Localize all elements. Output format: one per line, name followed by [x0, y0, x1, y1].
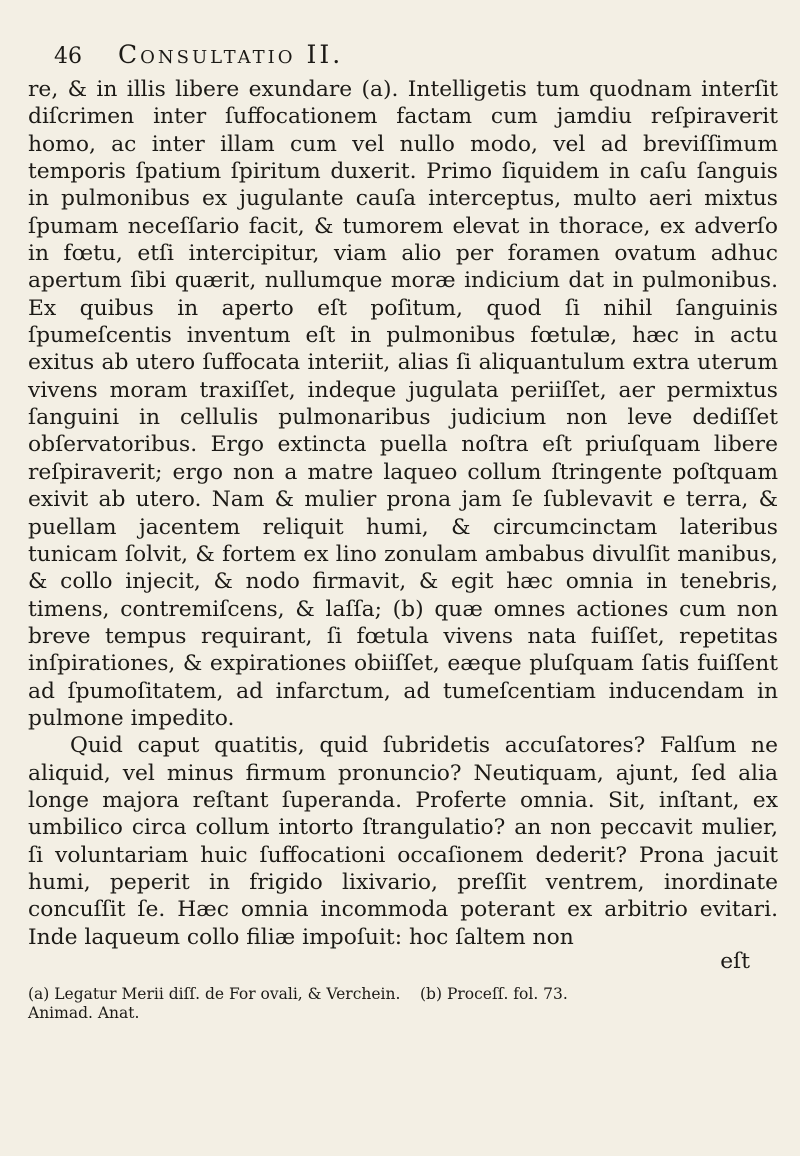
- running-head: [54, 40, 778, 74]
- body-text: [28, 76, 778, 951]
- catchword: eſt: [720, 949, 750, 974]
- paragraph-2: Quid caput quatitis, quid ſubridetis accuſatores? Falſum ne aliquid, vel minus firmum pronuncio? Neutiquam, ajunt, ſed alia longe majora reſtant ſuperanda. Proferte omnia. Sit, inſtant, ex umbilico circa collum intorto ſtrangulatio? an non peccavit mulier, ſi voluntariam huic ſuffocationi occaſionem dederit? Prona jacuit humi, peperit in frigido lixivario, preſſit ventrem, inordinate concuſſit ſe. Hæc omnia incommoda poterant ex arbitrio evitari. Inde laqueum collo filiæ impoſuit: hoc ſaltem non: [28, 733, 778, 950]
- paragraph-1: re, & in illis libere exundare (a). Intelligetis tum quodnam interſit diſcrimen inter ſuffocationem factam cum jamdiu reſpiraverit homo, ac inter illam cum vel nullo modo, vel ad breviſſimum temporis ſpatium ſpiritum duxerit. Primo ſiquidem in caſu ſanguis in pulmonibus ex jugulante cauſa interceptus, multo aeri mixtus ſpumam neceſſario facit, & tumorem elevat in thorace, ex adverſo in fœtu, etſi intercipitur, viam alio per foramen ovatum adhuc apertum ſibi quærit, nullumque moræ indicium dat in pulmonibus. Ex quibus in aperto eſt poſitum, quod ſi nihil ſanguinis ſpumeſcentis inventum eſt in pulmonibus fœtulæ, hæc in actu exitus ab utero ſuffocata interiit, alias ſi aliquantulum extra uterum vivens moram traxiſſet, indeque jugulata periiſſet, aer permixtus ſanguini in cellulis pulmonaribus judicium non leve dediſſet obſervatoribus. Ergo extincta puella noſtra eſt priuſquam libere reſpiraverit; ergo non a matre laqueo collum ſtringente poſtquam exivit ab utero. Nam & mulier prona jam ſe ſublevavit e terra, & puellam jacentem reliquit humi, & circumcinctam lateribus tunicam ſolvit, & fortem ex lino zonulam ambabus divulſit manibus, & collo injecit, & nodo firmavit, & egit hæc omnia in tenebris, timens, contremiſcens, & laſſa; (b) quæ omnes actiones cum non breve tempus requirant, ſi fœtula vivens nata fuiſſet, repetitas inſpirationes, & expirationes obiiſſet, eæque pluſquam ſatis fuiſſent ad ſpumoſitatem, ad infarctum, ad tumeſcentiam inducendam in pulmone impedito.: [28, 77, 778, 731]
- footnote-a: (a) Legatur Merii diſſ. de For ovali, & Verchein. Animad. Anat.: [28, 985, 401, 1022]
- page-number: 46: [54, 44, 82, 69]
- running-title: Consultatio II.: [118, 40, 344, 69]
- footnote-b: (b) Proceſſ. fol. 73.: [420, 985, 568, 1003]
- footnotes: [28, 985, 778, 1023]
